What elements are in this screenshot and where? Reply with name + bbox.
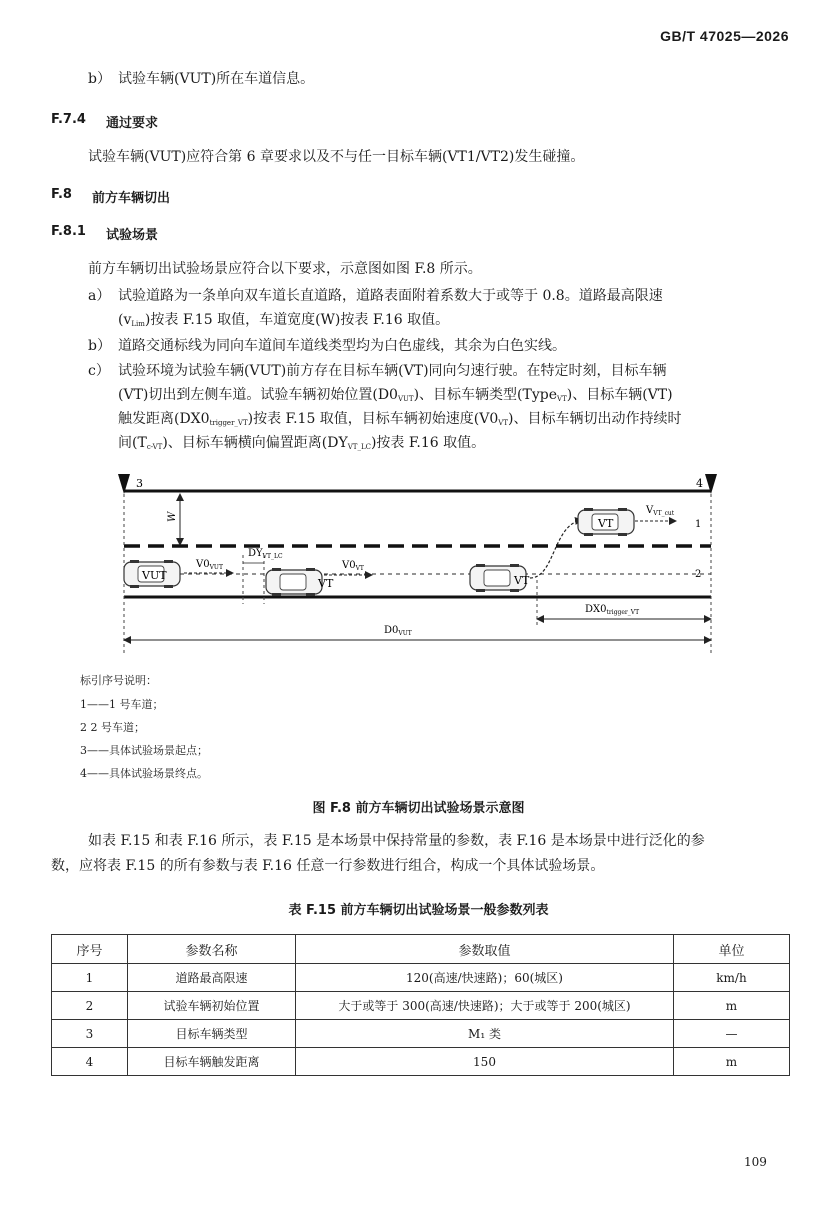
- table-cell: 3: [52, 1020, 128, 1048]
- table-cell: 道路最高限速: [128, 964, 296, 992]
- svg-text:VUT: VUT: [142, 569, 167, 582]
- section-title: 试验场景: [106, 228, 159, 243]
- table-cell: 4: [52, 1048, 128, 1076]
- table-cell: 大于或等于 300(高速/快速路)；大于或等于 200(城区): [296, 992, 674, 1020]
- table-row: [52, 992, 790, 1020]
- list-marker: c）: [88, 363, 110, 379]
- end-marker-label: 4: [696, 477, 703, 490]
- list-item-text: 间$(T_{c-VT})$、目标车辆横向偏置距离$(DY_{VT\_LC})$按表 F.16 取值。: [118, 435, 486, 451]
- list-marker: b）: [88, 338, 111, 354]
- table-cell: 2: [52, 992, 128, 1020]
- paragraph: 前方车辆切出试验场景应符合以下要求，示意图如图 F.8 所示。: [88, 261, 482, 277]
- table-row: [52, 964, 790, 992]
- paragraph: 如表 F.15 和表 F.16 所示，表 F.15 是本场景中保持常量的参数，表 F.16 是本场景中进行泛化的参: [88, 833, 705, 849]
- list-marker: b）: [88, 71, 111, 87]
- paragraph: 数，应将表 F.15 的所有参数与表 F.16 任意一行参数进行组合，构成一个具体试验场景。: [51, 858, 605, 874]
- table-cell: m: [674, 992, 790, 1020]
- page-number: 109: [744, 1155, 767, 1169]
- column-header: 参数名称: [128, 935, 296, 964]
- table-cell: 目标车辆类型: [128, 1020, 296, 1048]
- vut-velocity-label: $V0_{VUT}$: [196, 559, 223, 571]
- legend-item: 2 2 号车道；: [80, 721, 145, 734]
- lateral-offset-label: $DY_{VT\_LC}$: [248, 548, 283, 560]
- list-item-text: $(v_{Lim})$按表 F.15 取值，车道宽度(W)按表 F.16 取值。: [118, 312, 450, 328]
- list-item-text: 道路交通标线为同向车道间车道线类型均为白色虚线，其余为白色实线。: [118, 338, 566, 354]
- vt-car-initial: [266, 568, 334, 596]
- lane-1-label: 1: [695, 519, 702, 530]
- section-number: F.8: [51, 187, 72, 202]
- list-item-text: (VT)切出到左侧车道。试验车辆初始位置$(D0_{VUT})$、目标车辆类型(Type$_{VT}$)、目标车辆(VT): [118, 387, 673, 403]
- table-cell: m: [674, 1048, 790, 1076]
- table-row: [52, 1048, 790, 1076]
- legend-title: 标引序号说明：: [80, 674, 157, 687]
- legend-item: 1——1 号车道；: [80, 698, 164, 711]
- section-title: 前方车辆切出: [92, 191, 171, 206]
- table-cell: 150: [296, 1048, 674, 1076]
- section-title: 通过要求: [106, 116, 159, 131]
- trigger-distance-label: $DX0_{trigger\_VT}$: [585, 604, 640, 616]
- list-item-text: 试验车辆(VUT)所在车道信息。: [118, 71, 315, 87]
- lane-2-label: 2: [695, 569, 702, 580]
- column-header: 参数取值: [296, 935, 674, 964]
- table-cell: 120(高速/快速路)；60(城区): [296, 964, 674, 992]
- svg-text:VT: VT: [318, 577, 334, 590]
- table-cell: 试验车辆初始位置: [128, 992, 296, 1020]
- vut-car: [124, 560, 180, 588]
- vt-car-cut-out: [578, 508, 634, 536]
- table-cell: M₁ 类: [296, 1020, 674, 1048]
- vt-velocity-label: $V0_{VT}$: [342, 560, 364, 572]
- list-item-text: 触发距离$(DX0_{trigger\_VT})$按表 F.15 取值，目标车辆初始速度$(V0_{VT})$、目标车辆切出动作持续时: [118, 411, 682, 427]
- vt-car-trigger: [470, 564, 530, 592]
- list-item-text: 试验环境为试验车辆(VUT)前方存在目标车辆(VT)同向匀速行驶。在特定时刻，目标车辆: [118, 363, 667, 379]
- column-header: 单位: [674, 935, 790, 964]
- list-item-text: 试验道路为一条单向双车道长直道路，道路表面附着系数大于或等于 0.8。道路最高限速: [118, 288, 663, 304]
- table-row: [52, 1020, 790, 1048]
- column-header: 序号: [52, 935, 128, 964]
- paragraph: 试验车辆(VUT)应符合第 6 章要求以及不与任一目标车辆(VT1/VT2)发生碰撞。: [88, 149, 585, 165]
- legend-item: 3——具体试验场景起点；: [80, 744, 208, 757]
- table-header-row: [52, 935, 790, 964]
- lane-width-label: W: [167, 511, 178, 522]
- svg-text:VT: VT: [598, 517, 614, 530]
- table-cell: 目标车辆触发距离: [128, 1048, 296, 1076]
- table-cell: 1: [52, 964, 128, 992]
- cut-out-trajectory: [530, 520, 582, 578]
- section-number: F.8.1: [51, 224, 86, 239]
- standard-number: GB/T 47025—2026: [660, 28, 789, 44]
- table-caption: 表 F.15 前方车辆切出试验场景一般参数列表: [288, 903, 549, 918]
- list-marker: a）: [88, 288, 111, 304]
- start-marker-label: 3: [136, 477, 143, 490]
- parameter-table: [51, 934, 790, 1076]
- section-number: F.7.4: [51, 112, 86, 127]
- vut-initial-position-label: $D0_{VUT}$: [384, 625, 412, 637]
- svg-text:VT: VT: [514, 574, 530, 587]
- table-cell: km/h: [674, 964, 790, 992]
- table-cell: —: [674, 1020, 790, 1048]
- figure-caption: 图 F.8 前方车辆切出试验场景示意图: [312, 801, 525, 816]
- legend-item: 4——具体试验场景终点。: [80, 767, 208, 780]
- cut-out-velocity-label: $V_{VT\_cut}$: [646, 505, 675, 517]
